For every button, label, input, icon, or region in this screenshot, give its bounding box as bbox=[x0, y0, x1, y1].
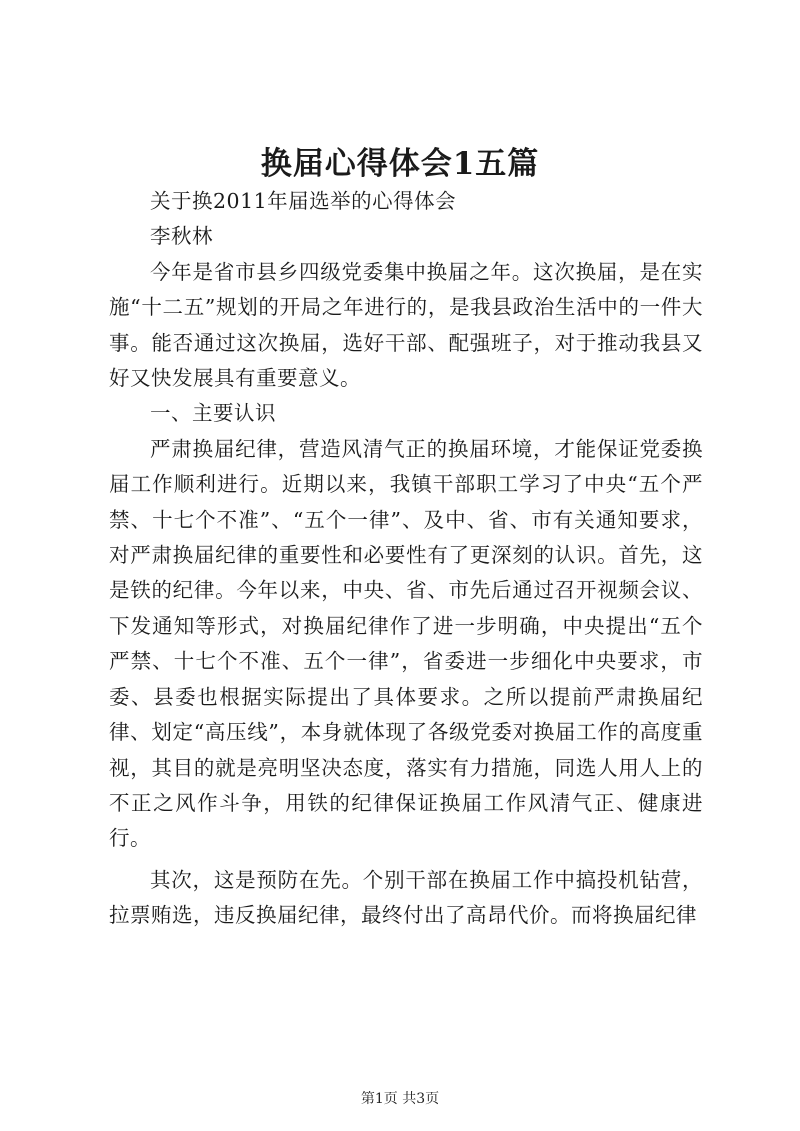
author-paragraph: 李秋林 bbox=[150, 224, 213, 249]
body-paragraph: 其次，这是预防在先。个别干部在换届工作中搞投机钻营，拉票贿选，违反换届纪律，最终付出了高昂代价。而将换届纪律 bbox=[109, 867, 703, 928]
body-paragraph: 严肃换届纪律，营造风清气正的换届环境，才能保证党委换届工作顺利进行。近期以来，我镇干部职工学习了中央“五个严禁、十七个不准”、“五个一律”、及中、省、市有关通知要求，对严肃换届纪律的重要性和必要性有了更深刻的认识。首先，这是铁的纪律。今年以来，中央、省、市先后通过召开视频会议、下发通知等形式，对换届纪律作了进一步明确，中央提出“五个严禁、十七个不准、五个一律”，省委进一步细化中央要求，市委、县委也根据实际提出了具体要求。之所以提前严肃换届纪律、划定“高压线”，本身就体现了各级党委对换届工作的高度重视，其目的就是亮明坚决态度，落实有力措施，同选人用人上的不正之风作斗争，用铁的纪律保证换届工作风清气正、健康进行。 bbox=[109, 436, 703, 851]
document-title: 换届心得体会1五篇 bbox=[260, 146, 540, 182]
intro-paragraph: 今年是省市县乡四级党委集中换届之年。这次换届，是在实施“十二五”规划的开局之年进行的，是我县政治生活中的一件大事。能否通过这次换届，选好干部、配强班子，对于推动我县又好又快发展具有重要意义。 bbox=[109, 259, 703, 391]
page-footer: 第1页 共3页 bbox=[360, 1091, 440, 1107]
section-heading: 一、主要认识 bbox=[150, 401, 276, 426]
document-body bbox=[109, 184, 703, 934]
subtitle-paragraph: 关于换2011年届选举的心得体会 bbox=[150, 189, 457, 213]
